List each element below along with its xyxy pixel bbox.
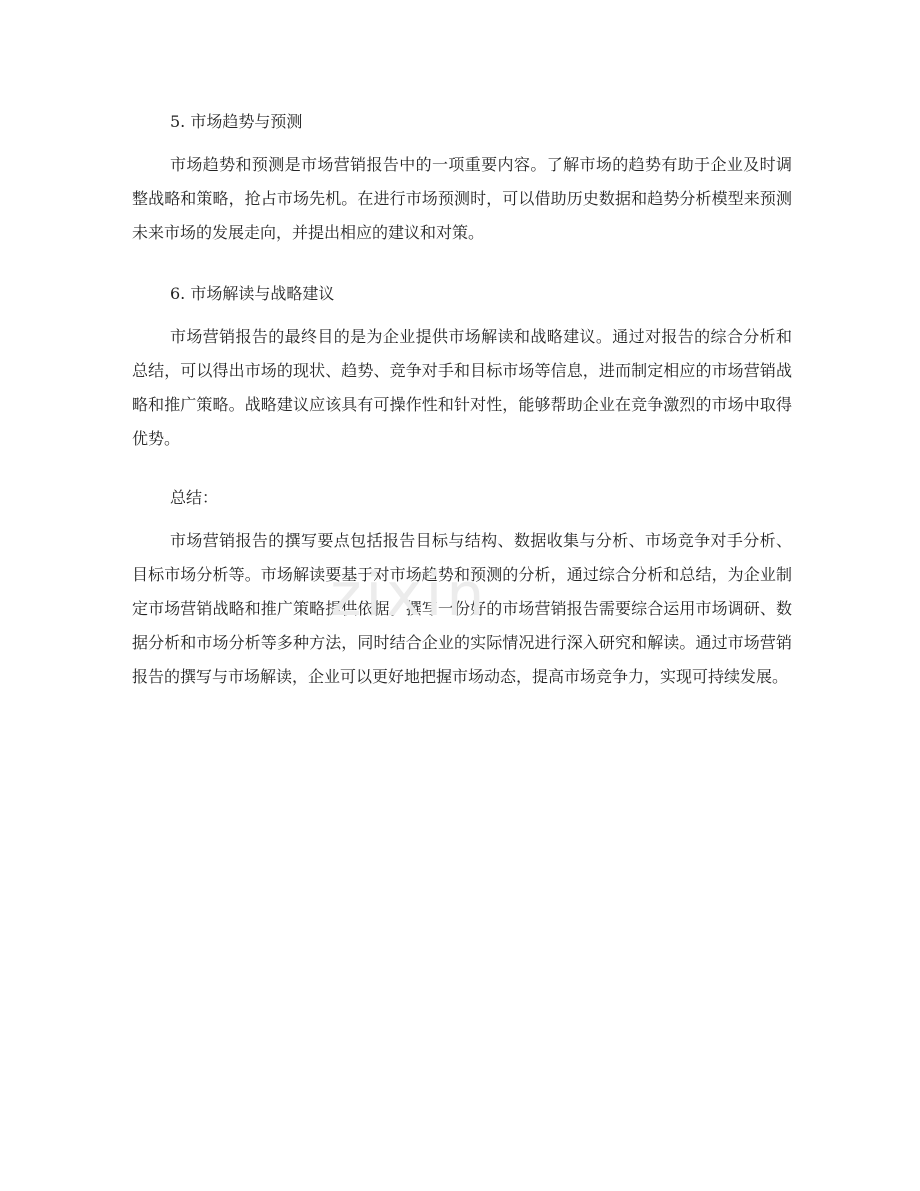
section-5-heading: 5. 市场趋势与预测 xyxy=(170,112,303,131)
summary-heading: 总结： xyxy=(170,488,219,507)
summary-paragraph: 市场营销报告的撰写要点包括报告目标与结构、数据收集与分析、市场竞争对手分析、目标市场分析等。市场解读要基于对市场趋势和预测的分析，通过综合分析和总结，为企业制定市场营销战略和推广策略提供依据。撰写一份好的市场营销报告需要综合运用市场调研、数据分析和市场分析等多种方法，同时结合企业的实际情况进行深入研究和解读。通过市场营销报告的撰写与市场解读，企业可以更好地把握市场动态，提高市场竞争力，实现可持续发展。 xyxy=(132,531,792,686)
watermark-logo: zixin xyxy=(330,560,489,630)
section-6-paragraph: 市场营销报告的最终目的是为企业提供市场解读和战略建议。通过对报告的综合分析和总结，可以得出市场的现状、趋势、竞争对手和目标市场等信息，进而制定相应的市场营销战略和推广策略。战略建议应该具有可操作性和针对性，能够帮助企业在竞争激烈的市场中取得优势。 xyxy=(132,327,792,448)
section-6-heading: 6. 市场解读与战略建议 xyxy=(170,284,335,303)
section-5-paragraph: 市场趋势和预测是市场营销报告中的一项重要内容。了解市场的趋势有助于企业及时调整战略和策略，抢占市场先机。在进行市场预测时，可以借助历史数据和趋势分析模型来预测未来市场的发展走向，并提出相应的建议和对策。 xyxy=(132,155,792,242)
